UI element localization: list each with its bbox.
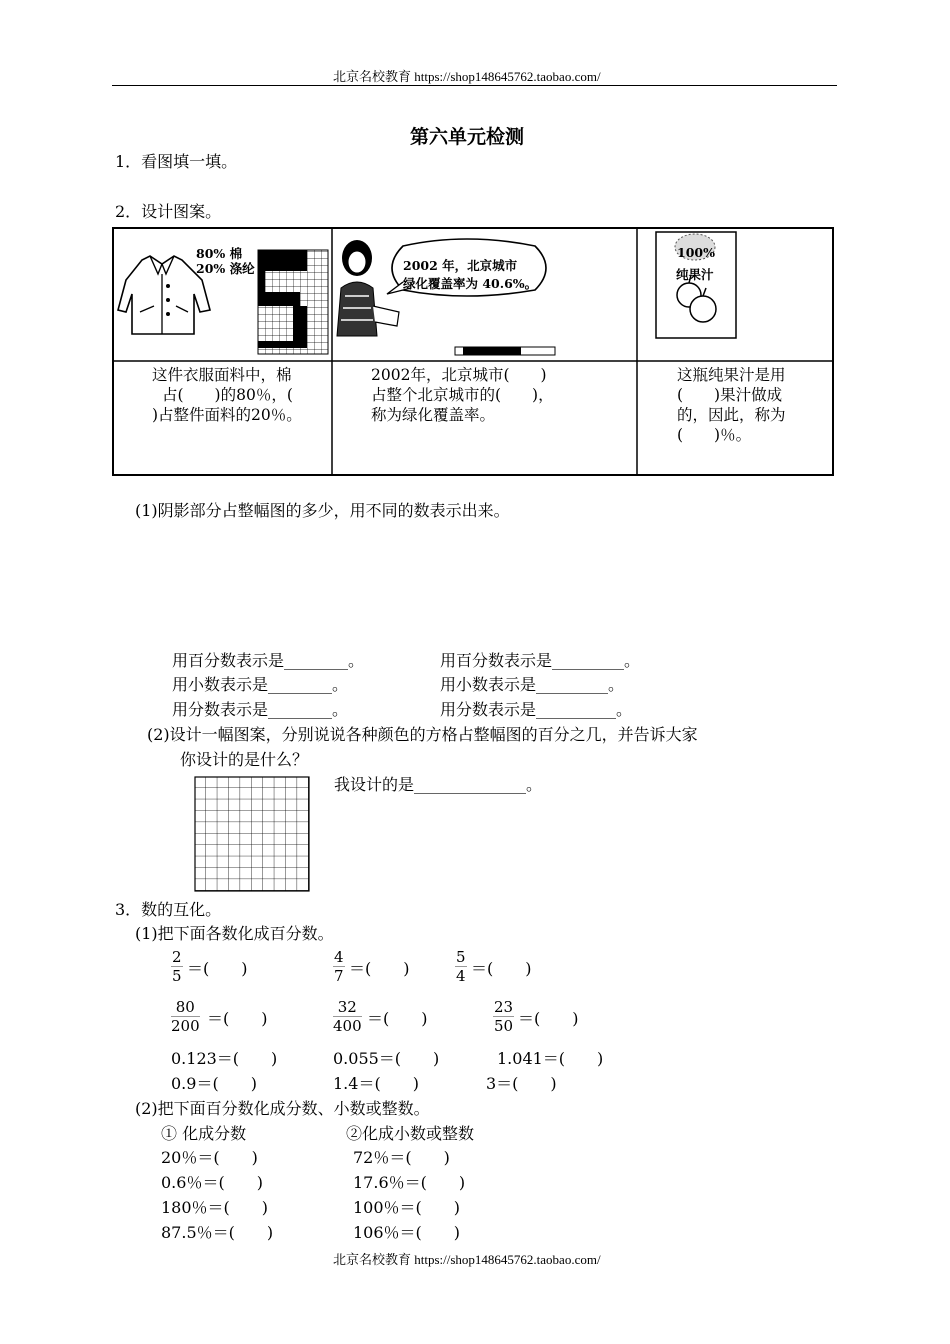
decimal-3: 1.041＝( ) xyxy=(497,1049,604,1068)
percent-to-decimal-2: 17.6％＝( ) xyxy=(353,1173,466,1192)
fraction-4-answer: ＝( ) xyxy=(207,1009,268,1028)
fraction-5-answer: ＝( ) xyxy=(367,1009,428,1028)
page-title: 第六单元检测 xyxy=(410,126,525,148)
design-answer: 我设计的是______________。 xyxy=(334,775,543,794)
card-juice-text: 这瓶纯果汁是用 ( )果汁做成 的，因此，称为 ( )％。 xyxy=(677,366,786,444)
question-2: 2．设计图案。 xyxy=(115,202,222,221)
question-1: 1．看图填一填。 xyxy=(115,152,238,171)
card-clothes-text: 这件衣服面料中，棉 占( )的80％，( )占整件面料的20％。 xyxy=(152,366,302,424)
fraction-5: $\frac{32}{400}$ xyxy=(333,998,362,1035)
fraction-2-answer: ＝( ) xyxy=(349,959,410,978)
percent-to-decimal-1: 72％＝( ) xyxy=(353,1148,450,1167)
column-1-heading: ① 化成分数 xyxy=(161,1124,247,1143)
fraction-6: $\frac{23}{50}$ xyxy=(494,998,514,1035)
sub-question-2-line-1: (2)设计一幅图案，分别说说各种颜色的方格占整幅图的百分之几，并告诉大家 xyxy=(147,725,698,744)
label-percent: 100% xyxy=(677,245,715,260)
percent-to-fraction-1: 20％＝( ) xyxy=(161,1148,258,1167)
fraction-4: $\frac{80}{200}$ xyxy=(171,998,200,1035)
expr-left-3: 用分数表示是________。 xyxy=(172,700,349,719)
fraction-1: $\frac{2}{5}$ xyxy=(172,948,182,985)
page-header: 北京名校教育 https://shop148645762.taobao.com/ xyxy=(333,69,601,84)
label-cotton: 80% 棉 xyxy=(196,246,243,261)
decimal-6: 3＝( ) xyxy=(486,1074,557,1093)
decimal-1: 0.123＝( ) xyxy=(171,1049,278,1068)
expr-left-1: 用百分数表示是________。 xyxy=(172,651,365,670)
fraction-2: $\frac{4}{7}$ xyxy=(334,948,344,985)
q3-sub-2: (2)把下面百分数化成分数、小数或整数。 xyxy=(135,1099,430,1118)
decimal-5: 1.4＝( ) xyxy=(333,1074,419,1093)
fraction-6-answer: ＝( ) xyxy=(518,1009,579,1028)
column-2-heading: ②化成小数或整数 xyxy=(346,1124,475,1143)
blank-design-grid xyxy=(194,776,310,892)
fraction-3: $\frac{5}{4}$ xyxy=(456,948,466,985)
expr-left-2: 用小数表示是________。 xyxy=(172,675,349,694)
decimal-2: 0.055＝( ) xyxy=(333,1049,440,1068)
percent-to-decimal-4: 106％＝( ) xyxy=(353,1223,461,1242)
percent-to-fraction-4: 87.5％＝( ) xyxy=(161,1223,274,1242)
card-city-text: 2002年，北京城市( ) 占整个北京城市的( )， 称为绿化覆盖率。 xyxy=(371,366,554,424)
label-juice: 纯果汁 xyxy=(676,267,714,282)
percent-to-fraction-3: 180％＝( ) xyxy=(161,1198,269,1217)
expr-right-3: 用分数表示是__________。 xyxy=(440,700,633,719)
question-3: 3．数的互化。 xyxy=(115,900,222,919)
sub-question-1: (1)阴影部分占整幅图的多少，用不同的数表示出来。 xyxy=(135,501,510,520)
fraction-3-answer: ＝( ) xyxy=(471,959,532,978)
sub-question-2-line-2: 你设计的是什么？ xyxy=(180,750,309,769)
percent-to-decimal-3: 100％＝( ) xyxy=(353,1198,461,1217)
expr-right-2: 用小数表示是_________。 xyxy=(440,675,625,694)
page-footer: 北京名校教育 https://shop148645762.taobao.com/ xyxy=(333,1252,601,1267)
grid-pattern-figure xyxy=(258,230,328,354)
bubble-line-2: 绿化覆盖率为 40.6%。 xyxy=(403,276,538,291)
label-polyester: 20% 涤纶 xyxy=(196,261,255,276)
q3-sub-1: (1)把下面各数化成百分数。 xyxy=(135,924,334,943)
bubble-line-1: 2002 年，北京城市 xyxy=(403,258,518,273)
fraction-1-answer: ＝( ) xyxy=(187,959,248,978)
percent-to-fraction-2: 0.6％＝( ) xyxy=(161,1173,263,1192)
expr-right-1: 用百分数表示是_________。 xyxy=(440,651,641,670)
decimal-4: 0.9＝( ) xyxy=(171,1074,257,1093)
bar-graphic xyxy=(455,347,555,357)
